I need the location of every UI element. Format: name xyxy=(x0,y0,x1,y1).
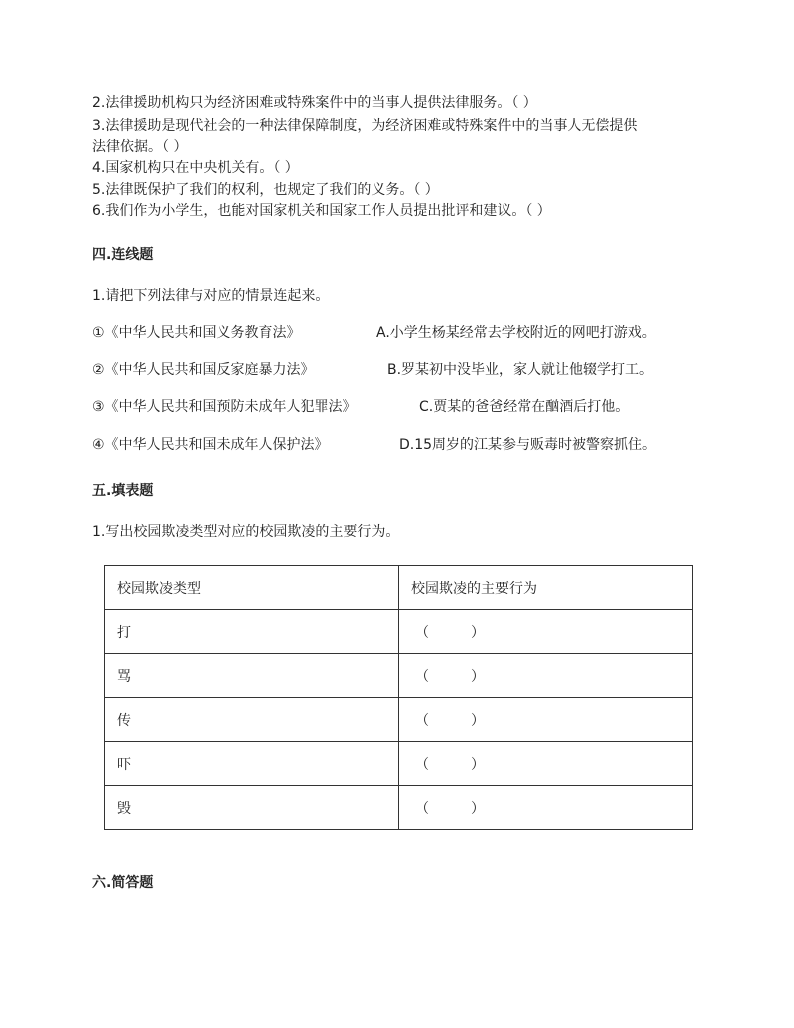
tf-item-2: 2.法律援助机构只为经济困难或特殊案件中的当事人提供法律服务。（ ） xyxy=(92,95,537,111)
scenario-item: D.15周岁的江某参与贩毒时被警察抓住。 xyxy=(399,437,657,453)
answer-blank-cell[interactable] xyxy=(399,610,693,654)
matching-row xyxy=(92,396,712,418)
table-header-behavior: 校园欺凌的主要行为 xyxy=(399,566,693,610)
bullying-type-cell: 毁 xyxy=(105,786,399,830)
section-heading-fill-table: 五.填表题 xyxy=(92,483,154,499)
tf-item-5: 5.法律既保护了我们的权利，也规定了我们的义务。（ ） xyxy=(92,182,439,198)
answer-blank[interactable]: （ ） xyxy=(415,800,485,817)
table-row xyxy=(105,654,693,698)
matching-question: 1.请把下列法律与对应的情景连起来。 xyxy=(92,288,330,304)
bullying-type-cell: 骂 xyxy=(105,654,399,698)
law-item: ③《中华人民共和国预防未成年人犯罪法》 xyxy=(92,399,357,415)
answer-blank[interactable]: （ ） xyxy=(415,624,485,641)
law-item: ①《中华人民共和国义务教育法》 xyxy=(92,325,301,341)
table-header-row xyxy=(105,566,693,610)
answer-blank-cell[interactable] xyxy=(399,742,693,786)
table-row xyxy=(105,698,693,742)
scenario-item: B.罗某初中没毕业，家人就让他辍学打工。 xyxy=(387,362,654,378)
table-row xyxy=(105,786,693,830)
answer-blank-cell[interactable] xyxy=(399,786,693,830)
answer-blank[interactable]: （ ） xyxy=(415,756,485,773)
section-heading-short-answer: 六.简答题 xyxy=(92,875,154,891)
table-row xyxy=(105,610,693,654)
bullying-type-cell: 打 xyxy=(105,610,399,654)
tf-item-6: 6.我们作为小学生，也能对国家机关和国家工作人员提出批评和建议。（ ） xyxy=(92,203,551,219)
table-row xyxy=(105,742,693,786)
tf-item-3-line1: 3.法律援助是现代社会的一种法律保障制度，为经济困难或特殊案件中的当事人无偿提供 xyxy=(92,118,638,134)
matching-row xyxy=(92,434,712,456)
bullying-table xyxy=(104,565,693,830)
bullying-type-cell: 传 xyxy=(105,698,399,742)
table-header-type: 校园欺凌类型 xyxy=(105,566,399,610)
tf-item-3-line2: 法律依据。（ ） xyxy=(92,139,188,155)
bullying-type-cell: 吓 xyxy=(105,742,399,786)
answer-blank[interactable]: （ ） xyxy=(415,668,485,685)
scenario-item: C.贾某的爸爸经常在酗酒后打他。 xyxy=(419,399,630,415)
fill-table-question: 1.写出校园欺凌类型对应的校园欺凌的主要行为。 xyxy=(92,524,400,540)
answer-blank-cell[interactable] xyxy=(399,654,693,698)
scenario-item: A.小学生杨某经常去学校附近的网吧打游戏。 xyxy=(376,325,656,341)
law-item: ②《中华人民共和国反家庭暴力法》 xyxy=(92,362,315,378)
answer-blank-cell[interactable] xyxy=(399,698,693,742)
answer-blank[interactable]: （ ） xyxy=(415,712,485,729)
matching-row xyxy=(92,322,712,344)
tf-item-4: 4.国家机构只在中央机关有。（ ） xyxy=(92,160,299,176)
matching-row xyxy=(92,359,712,381)
section-heading-matching: 四.连线题 xyxy=(92,247,154,263)
law-item: ④《中华人民共和国未成年人保护法》 xyxy=(92,437,329,453)
